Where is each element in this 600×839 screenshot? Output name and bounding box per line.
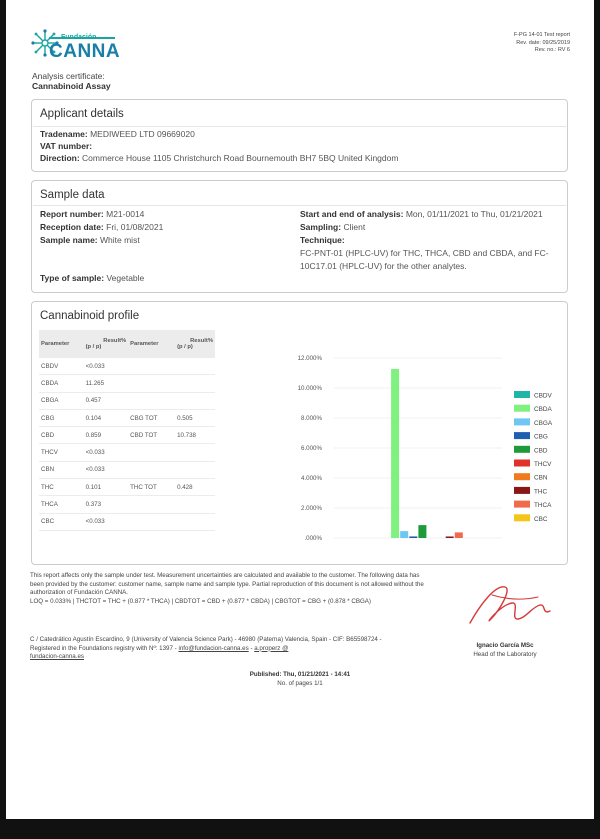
y-tick-label: 2.000% [301, 505, 322, 513]
technique-row [300, 235, 345, 245]
legend-swatch-cbg [514, 432, 530, 439]
col-result-2-line1: Result% [190, 338, 213, 344]
rev-date: Rev. date: 09/25/2019 [516, 39, 570, 46]
analysis-row [300, 209, 543, 219]
result-cell: <0.033 [84, 358, 129, 375]
email-link-info[interactable]: info@fundacion-canna.es [178, 644, 249, 652]
table-row [39, 375, 215, 392]
signer-role: Head of the Laboratory [473, 650, 537, 658]
total-result-cell [175, 375, 215, 392]
legend-swatch-cbn [514, 473, 530, 480]
result-cell: <0.033 [84, 444, 129, 461]
y-tick-label: 10.000% [297, 385, 322, 393]
sample-name-label: Sample name: [40, 235, 98, 245]
total-result-cell [175, 444, 215, 461]
legend-swatch-cbd [514, 446, 530, 453]
legend-label-cbn: CBN [534, 474, 548, 482]
reception-row [40, 222, 163, 232]
legend-label-thcv: THCV [534, 461, 552, 468]
reception-label: Reception date: [40, 222, 104, 232]
result-cell: 11.265 [84, 375, 129, 392]
formulas-text: LOQ = 0.033% | THCTOT = THC + (0.877 * THCA) | CBDTOT = CBD + (0.877 * CBDA) | CBGTOT = CBG + (0.878 * CBGA) [30, 597, 371, 605]
total-result-cell [175, 392, 215, 409]
result-cell: 0.373 [84, 496, 129, 513]
table-row [39, 409, 215, 426]
cert-line-2: Cannabinoid Assay [32, 81, 111, 91]
col-result [84, 330, 129, 358]
col-parameter-2: Parameter [128, 330, 175, 358]
scan-edge-bottom [0, 819, 600, 839]
table-row [39, 358, 215, 375]
total-param-cell [128, 444, 175, 461]
applicant-card [31, 99, 568, 172]
type-value: Vegetable [106, 273, 145, 283]
technique-line-2: 10C17.01 (HPLC-UV) for the other analytes. [300, 261, 467, 271]
vat-row [40, 141, 92, 151]
legend-swatch-cbga [514, 418, 530, 425]
tradename-value: MEDIWEED LTD 09669020 [90, 129, 195, 139]
profile-title: Cannabinoid profile [40, 310, 140, 322]
address-text: C / Catedrático Agustín Escardino, 9 (University of Valencia Science Park) - 46980 (Paterna) Valencia, Spain - CIF: B65598724 - Registered in the Foundations registry with Nº: 1397 - [30, 636, 382, 652]
param-cell: CBGA [39, 392, 84, 409]
result-cell: 0.859 [84, 427, 129, 444]
legend-swatch-cbc [514, 514, 530, 521]
y-tick-label: 12.000% [297, 355, 322, 363]
signer-name: Ignacio García MSc [476, 642, 534, 649]
type-row [40, 273, 144, 283]
total-result-cell: 0.428 [175, 479, 215, 496]
total-param-cell [128, 496, 175, 513]
divider [33, 205, 566, 206]
total-result-cell [175, 358, 215, 375]
total-param-cell [128, 461, 175, 478]
report-code: F-PG 14-01 Test report [513, 32, 570, 38]
applicant-title: Applicant details [40, 108, 124, 120]
total-result-cell: 0.505 [175, 409, 215, 426]
legend-swatch-cbdv [514, 391, 530, 398]
legend-label-cbc: CBC [534, 515, 548, 523]
legend-label-cbga: CBGA [534, 419, 553, 427]
total-param-cell [128, 513, 175, 530]
param-cell: CBC [39, 513, 84, 530]
legend-swatch-thc [514, 487, 530, 494]
total-param-cell: THC TOT [128, 479, 175, 496]
total-param-cell: CBD TOT [128, 427, 175, 444]
bar-cbga [400, 531, 408, 538]
total-param-cell [128, 358, 175, 375]
sampling-label: Sampling: [300, 222, 342, 232]
signer-block [440, 642, 570, 659]
type-label: Type of sample: [40, 273, 105, 283]
legend-swatch-thcv [514, 460, 530, 467]
param-cell: CBDA [39, 375, 84, 392]
bar-thc [446, 536, 454, 538]
sample-name-row [40, 235, 140, 245]
col-result-line1: Result% [103, 338, 127, 344]
published-date: Published: Thu, 01/21/2021 - 14:41 [249, 671, 351, 678]
total-param-cell: CBG TOT [128, 409, 175, 426]
table-row [39, 513, 215, 530]
reception-value: Fri, 01/08/2021 [106, 222, 164, 232]
logo-underline [49, 37, 115, 39]
report-number-value: M21-0014 [106, 209, 145, 219]
bar-cbd [418, 525, 426, 538]
scan-edge-right [594, 0, 600, 839]
result-cell: 0.457 [84, 392, 129, 409]
cannabinoid-bar-chart [262, 342, 572, 552]
report-meta [514, 32, 570, 55]
col-result-2-line2: (p / p) [177, 344, 193, 350]
bar-cbda [391, 369, 399, 538]
bar-cbg [409, 536, 417, 538]
page-count: No. of pages 1/1 [277, 679, 323, 687]
y-tick-label: .000% [304, 535, 322, 543]
legend-label-cbg: CBG [534, 433, 548, 441]
logo-big-text: CANNA [49, 41, 121, 62]
param-cell: CBG [39, 409, 84, 426]
total-param-cell [128, 392, 175, 409]
legend-label-thca: THCA [534, 502, 552, 510]
disclaimer-text: This report affects only the sample under test. Measurement uncertainties are calculated and available to the customer. The following data has been provided by the customer: customer name, sample name and sample type. Partial reproduction of this document is not allowed without the authorization of Fundación CANNA. [30, 572, 424, 596]
vat-label: VAT number: [40, 141, 93, 151]
sample-name-value: White mist [100, 235, 140, 245]
bar-thca [455, 532, 463, 538]
certificate-title [32, 71, 111, 91]
scan-edge-left [0, 0, 6, 839]
total-param-cell [128, 375, 175, 392]
param-cell: CBN [39, 461, 84, 478]
table-row [39, 444, 215, 461]
table-header-row [39, 330, 215, 358]
legend-label-cbda: CBDA [534, 406, 552, 414]
technique-line-1: FC-PNT-01 (HPLC-UV) for THC, THCA, CBD and CBDA, and FC- [300, 248, 549, 258]
col-result-2 [175, 330, 215, 358]
tradename-row [40, 129, 195, 139]
result-cell: <0.033 [84, 461, 129, 478]
param-cell: CBD [39, 427, 84, 444]
report-number-label: Report number: [40, 209, 104, 219]
analysis-value: Mon, 01/11/2021 to Thu, 01/21/2021 [405, 209, 543, 219]
y-tick-label: 6.000% [301, 445, 322, 453]
legend-label-cbdv: CBDV [534, 392, 552, 400]
email-link-properz-domain[interactable]: fundacion-canna.es [30, 653, 85, 660]
sampling-row [300, 222, 365, 232]
sample-title: Sample data [40, 189, 105, 201]
param-cell: THCA [39, 496, 84, 513]
legend-label-cbd: CBD [534, 447, 548, 455]
legend-label-thc: THC [534, 488, 548, 496]
direction-row [40, 153, 398, 163]
result-cell: 0.104 [84, 409, 129, 426]
cannabinoid-table [39, 330, 215, 531]
total-result-cell: 10.738 [175, 427, 215, 444]
table-row [39, 461, 215, 478]
table-row [39, 392, 215, 409]
y-tick-label: 8.000% [301, 415, 322, 423]
sampling-value: Client [343, 222, 366, 232]
param-cell: THC [39, 479, 84, 496]
total-result-cell [175, 513, 215, 530]
signature-image [450, 575, 560, 635]
y-tick-label: 4.000% [301, 475, 322, 483]
result-cell: 0.101 [84, 479, 129, 496]
technique-label: Technique: [300, 235, 345, 245]
param-cell: CBDV [39, 358, 84, 375]
col-result-line2: (p / p) [85, 344, 102, 350]
table-row [39, 496, 215, 513]
report-number-row [40, 209, 144, 219]
table-row [39, 479, 215, 496]
param-cell: THCV [39, 444, 84, 461]
result-cell: <0.033 [84, 513, 129, 530]
rev-no: Rev. no.: RV 6 [534, 47, 570, 53]
table-row [39, 427, 215, 444]
legend-swatch-thca [514, 501, 530, 508]
address-block [30, 636, 410, 662]
disclaimer [30, 572, 425, 606]
sample-card [31, 180, 568, 293]
published-block [0, 671, 600, 688]
direction-value: Commerce House 1105 Christchurch Road Bournemouth BH7 5BQ United Kingdom [82, 153, 399, 163]
divider [33, 126, 566, 127]
total-result-cell [175, 496, 215, 513]
email-separator: - [248, 644, 255, 652]
tradename-label: Tradename: [40, 129, 88, 139]
legend-swatch-cbda [514, 405, 530, 412]
profile-card [31, 301, 568, 565]
analysis-label: Start and end of analysis: [300, 209, 404, 219]
col-parameter: Parameter [39, 330, 84, 358]
direction-label: Direction: [40, 153, 80, 163]
cert-line-1: Analysis certificate: [32, 71, 105, 81]
fundacion-canna-logo [30, 26, 130, 66]
total-result-cell [175, 461, 215, 478]
email-link-properz[interactable]: a.properz @ [254, 644, 289, 652]
